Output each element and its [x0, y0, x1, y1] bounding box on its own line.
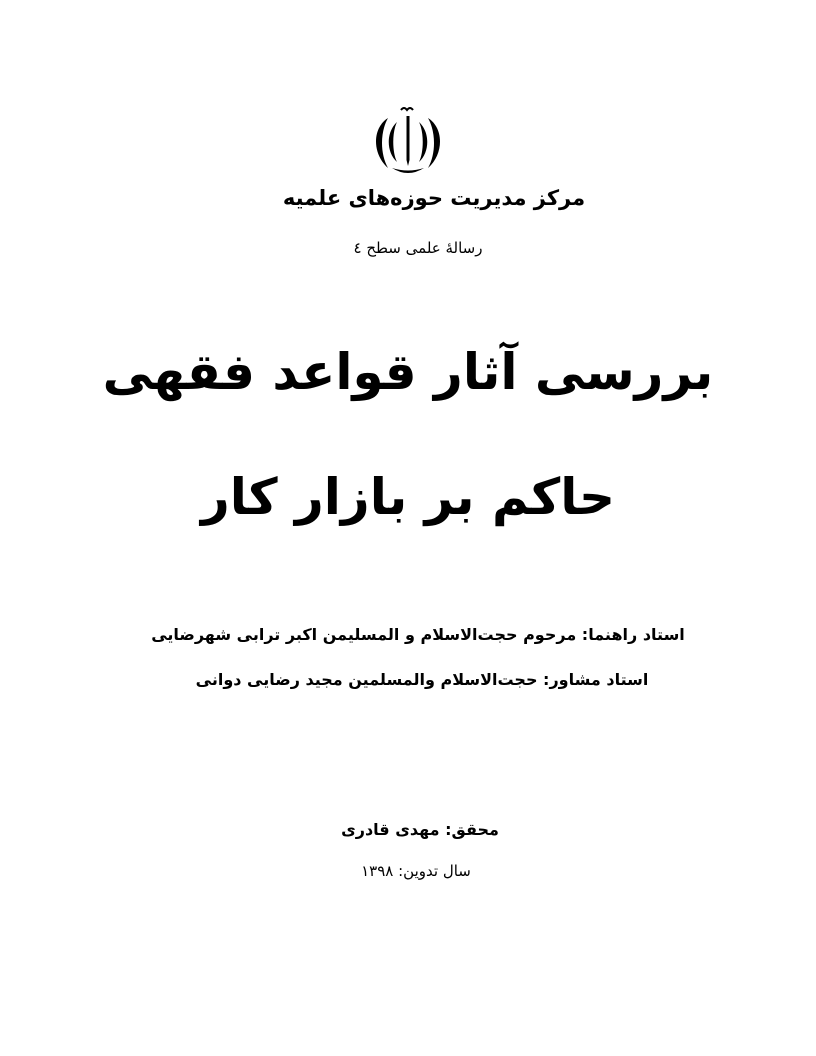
year-line: سال تدوین: ١٣٩٨ [361, 862, 471, 880]
supervisor-line: استاد راهنما: مرحوم حجت‌الاسلام و المسلیمن اکبر ترابی شهرضایی [151, 625, 685, 644]
organization-name: مرکز مدیریت حوزه‌های علمیه [282, 186, 586, 210]
thesis-level: رسالهٔ علمی سطح ٤ [353, 239, 483, 257]
advisor-line: استاد مشاور: حجت‌الاسلام والمسلمین مجید رضایی دوانی [195, 670, 649, 689]
iran-emblem-icon [368, 104, 448, 180]
title-line-1: بررسی آثار قواعد فقهی [102, 343, 714, 401]
title-line-2: حاکم بر بازار کار [200, 468, 616, 526]
researcher-line: محقق: مهدی قادری [341, 820, 499, 839]
